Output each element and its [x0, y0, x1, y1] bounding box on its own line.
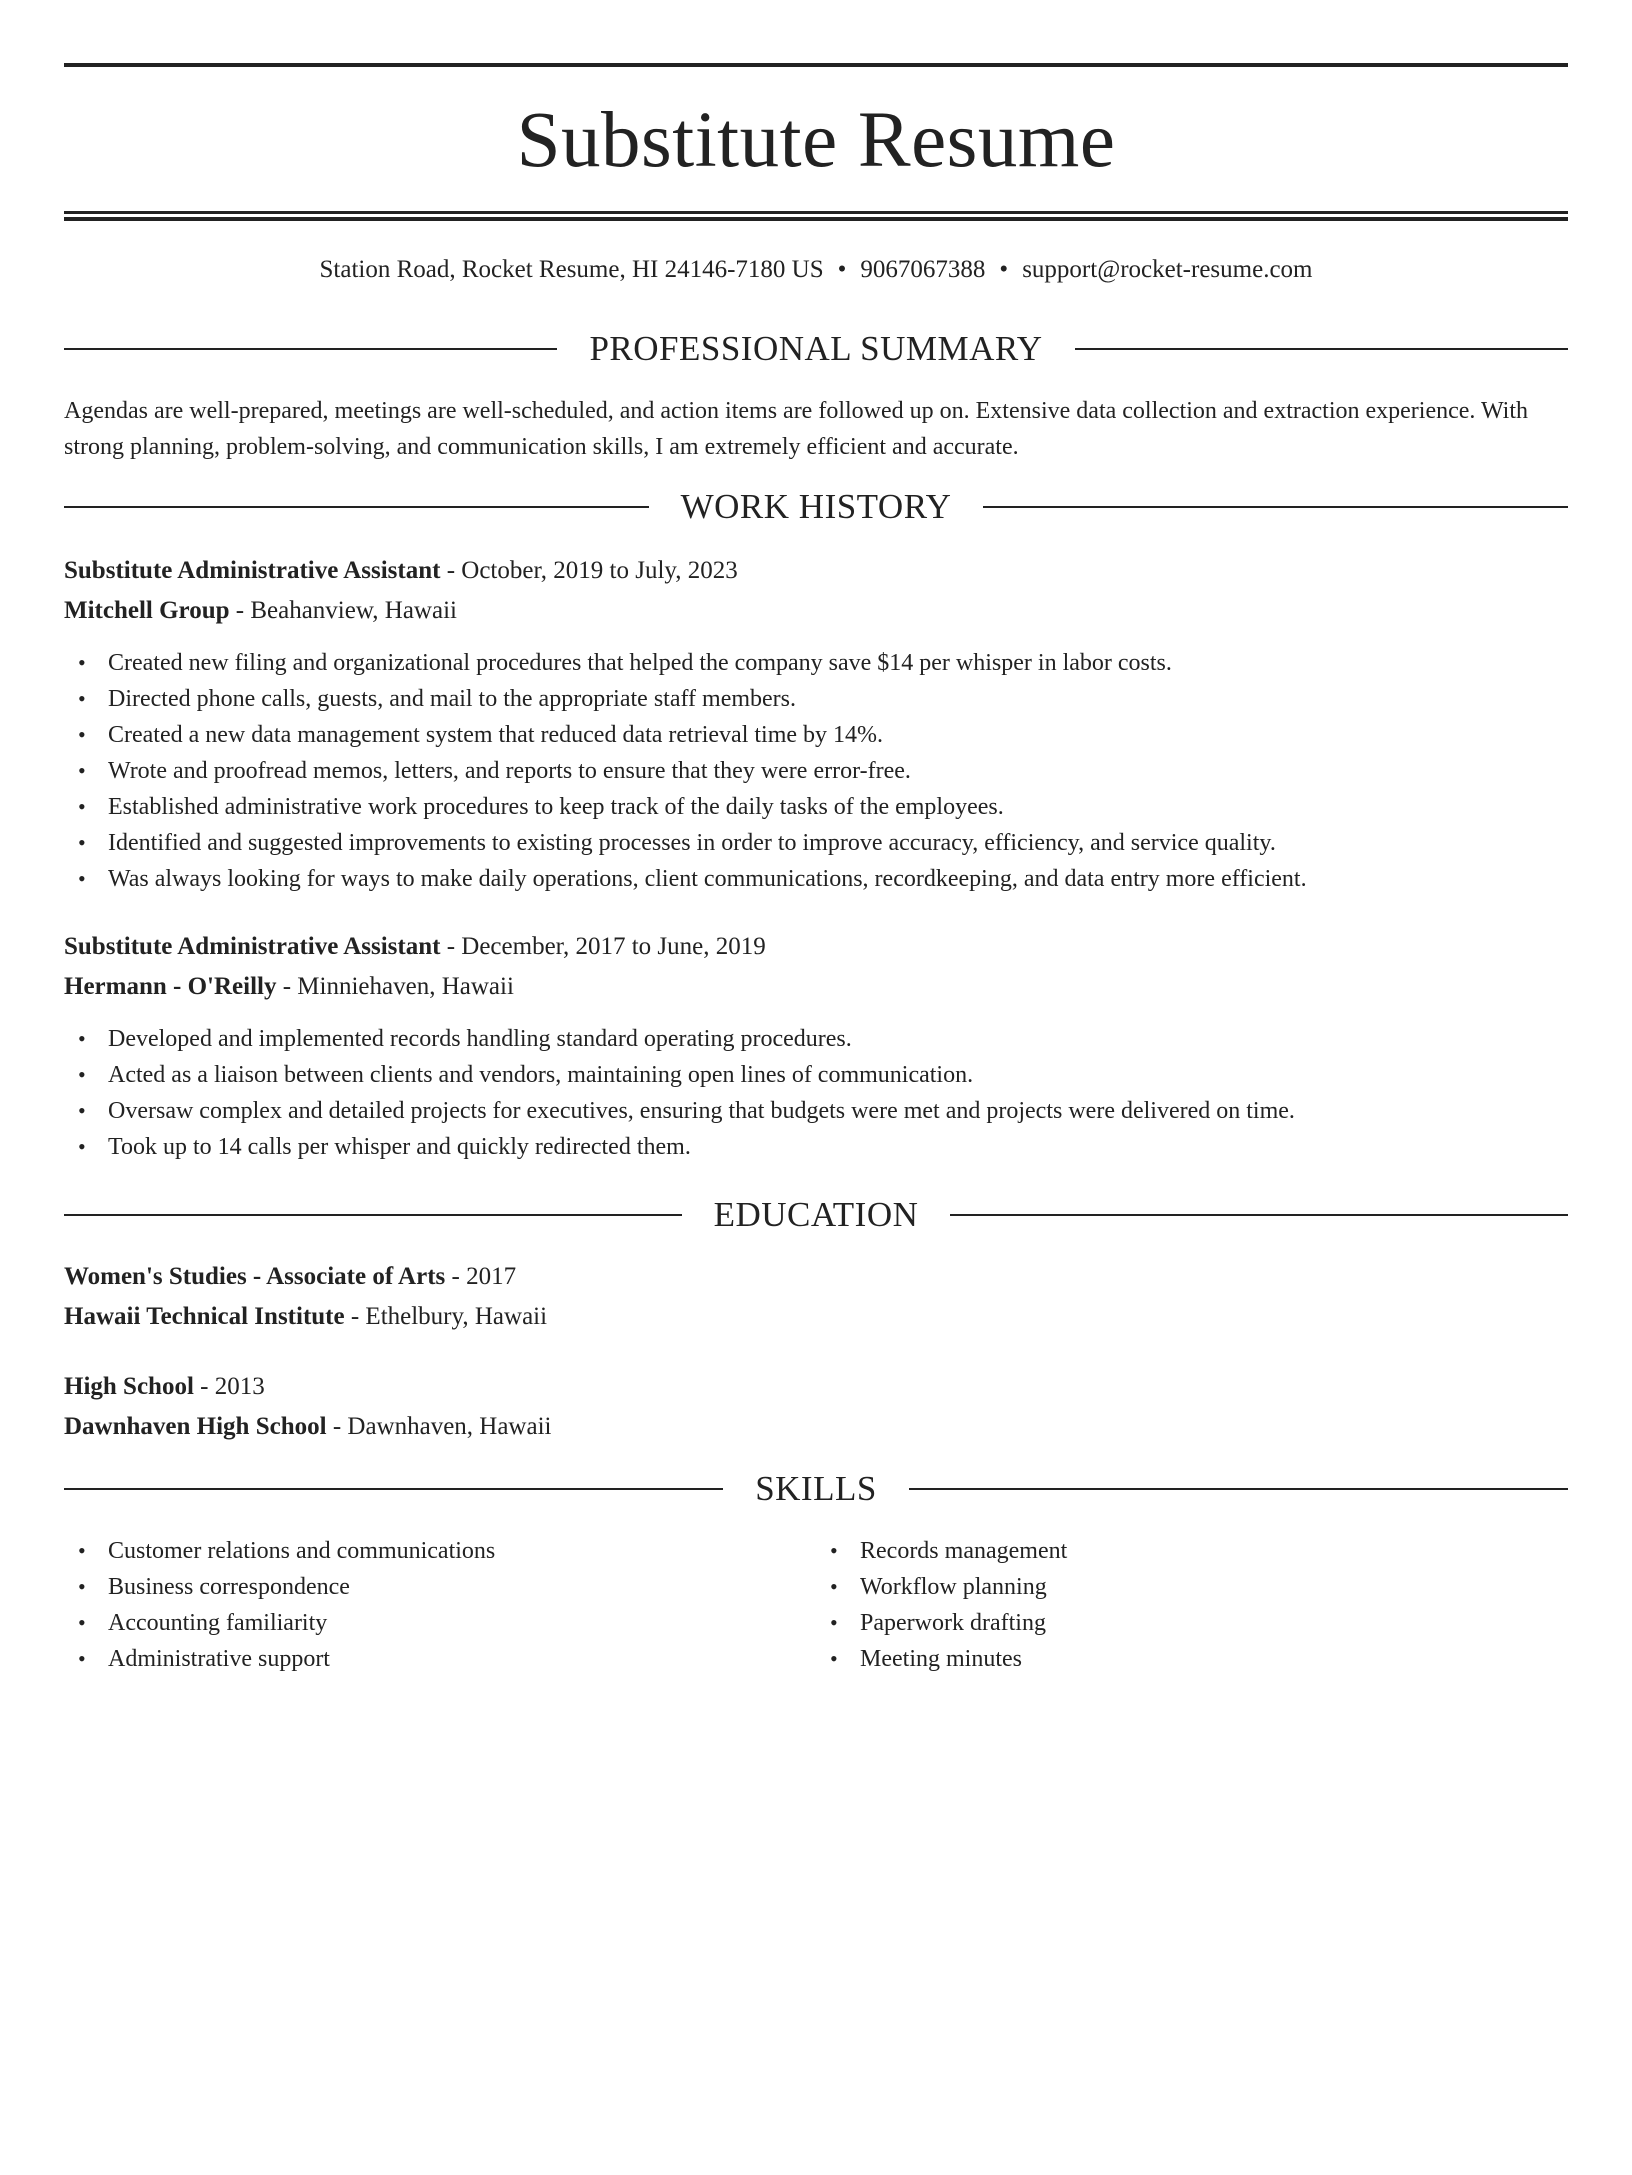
list-item: • Directed phone calls, guests, and mail to the appropriate staff members. [64, 681, 1568, 717]
summary-text: Agendas are well-prepared, meetings are well-scheduled, and action items are followed up on. Extensive data collection and extraction experience. With strong planning, problem-solving, and communication skills, I am extremely efficient and accurate. [64, 398, 1529, 460]
section-title: EDUCATION [713, 1195, 919, 1234]
degree-year: - 2017 [445, 1263, 517, 1290]
job-company: Mitchell Group [64, 597, 230, 624]
list-item: • Took up to 14 calls per whisper and quickly redirected them. [64, 1129, 1568, 1165]
section-heading-summary [64, 329, 1568, 369]
degree-line [64, 1257, 1568, 1297]
job-bullets [64, 1021, 1568, 1165]
contact-phone: 9067067388 [860, 256, 986, 283]
school-location: - Dawnhaven, Hawaii [326, 1413, 552, 1440]
list-item: • Identified and suggested improvements to existing processes in order to improve accuracy, efficiency, and service quality. [64, 825, 1568, 861]
education-entry [64, 1367, 1568, 1447]
list-item: • Established administrative work procedures to keep track of the daily tasks of the employees. [64, 789, 1568, 825]
heading-rule [64, 506, 649, 508]
job-company: Hermann - O'Reilly [64, 973, 277, 1000]
job-title-line [64, 927, 1568, 967]
list-item: • Business correspondence [64, 1569, 816, 1605]
school-line [64, 1407, 1568, 1447]
contact-line [64, 255, 1568, 285]
job-title: Substitute Administrative Assistant [64, 933, 441, 960]
school-location: - Ethelbury, Hawaii [344, 1303, 548, 1330]
heading-rule [64, 348, 557, 350]
list-item: • Records management [816, 1533, 1568, 1569]
page-title: Substitute Resume [516, 97, 1116, 184]
job-entry [64, 551, 1568, 897]
resume-page [0, 63, 1632, 2175]
list-item: • Developed and implemented records handling standard operating procedures. [64, 1021, 1568, 1057]
job-bullets [64, 645, 1568, 897]
heading-rule [1075, 348, 1568, 350]
list-item: • Meeting minutes [816, 1641, 1568, 1677]
list-item: • Accounting familiarity [64, 1605, 816, 1641]
contact-address: Station Road, Rocket Resume, HI 24146-7180 US [319, 256, 824, 283]
heading-rule [64, 1214, 682, 1216]
section-title: PROFESSIONAL SUMMARY [589, 329, 1043, 368]
heading-rule [983, 506, 1568, 508]
degree: High School [64, 1373, 194, 1400]
list-item: • Created new filing and organizational procedures that helped the company save $14 per whisper in labor costs. [64, 645, 1568, 681]
section-title: WORK HISTORY [680, 487, 952, 526]
section-heading-skills [64, 1469, 1568, 1509]
degree: Women's Studies - Associate of Arts [64, 1263, 446, 1290]
list-item: • Acted as a liaison between clients and vendors, maintaining open lines of communication. [64, 1057, 1568, 1093]
job-dates: - December, 2017 to June, 2019 [440, 933, 766, 960]
list-item: • Paperwork drafting [816, 1605, 1568, 1641]
list-item: • Was always looking for ways to make daily operations, client communications, recordkeeping, and data entry more efficient. [64, 861, 1568, 897]
job-company-line [64, 967, 1568, 1007]
school: Dawnhaven High School [64, 1413, 327, 1440]
skills-list-right [816, 1533, 1568, 1677]
job-location: - Minniehaven, Hawaii [276, 973, 514, 1000]
contact-separator: • [999, 256, 1009, 283]
skills-columns [64, 1533, 1568, 1677]
section-heading-work [64, 487, 1568, 527]
degree-year: - 2013 [193, 1373, 265, 1400]
list-item: • Customer relations and communications [64, 1533, 816, 1569]
job-entry [64, 927, 1568, 1165]
heading-rule [950, 1214, 1568, 1216]
job-dates: - October, 2019 to July, 2023 [440, 557, 738, 584]
section-title: SKILLS [755, 1469, 877, 1508]
contact-separator: • [837, 256, 847, 283]
list-item: • Oversaw complex and detailed projects for executives, ensuring that budgets were met and projects were delivered on time. [64, 1093, 1568, 1129]
job-company-line [64, 591, 1568, 631]
job-title: Substitute Administrative Assistant [64, 557, 441, 584]
list-item: • Workflow planning [816, 1569, 1568, 1605]
list-item: • Administrative support [64, 1641, 816, 1677]
top-rule [64, 63, 1568, 67]
skills-list-left [64, 1533, 816, 1677]
list-item: • Created a new data management system that reduced data retrieval time by 14%. [64, 717, 1568, 753]
job-title-line [64, 551, 1568, 591]
school: Hawaii Technical Institute [64, 1303, 345, 1330]
education-entry [64, 1257, 1568, 1337]
section-heading-education [64, 1195, 1568, 1235]
school-line [64, 1297, 1568, 1337]
degree-line [64, 1367, 1568, 1407]
job-location: - Beahanview, Hawaii [229, 597, 457, 624]
heading-rule [64, 1488, 723, 1490]
contact-email[interactable]: support@rocket-resume.com [1022, 256, 1313, 283]
heading-rule [909, 1488, 1568, 1490]
list-item: • Wrote and proofread memos, letters, and reports to ensure that they were error-free. [64, 753, 1568, 789]
title-double-rule [64, 211, 1568, 221]
